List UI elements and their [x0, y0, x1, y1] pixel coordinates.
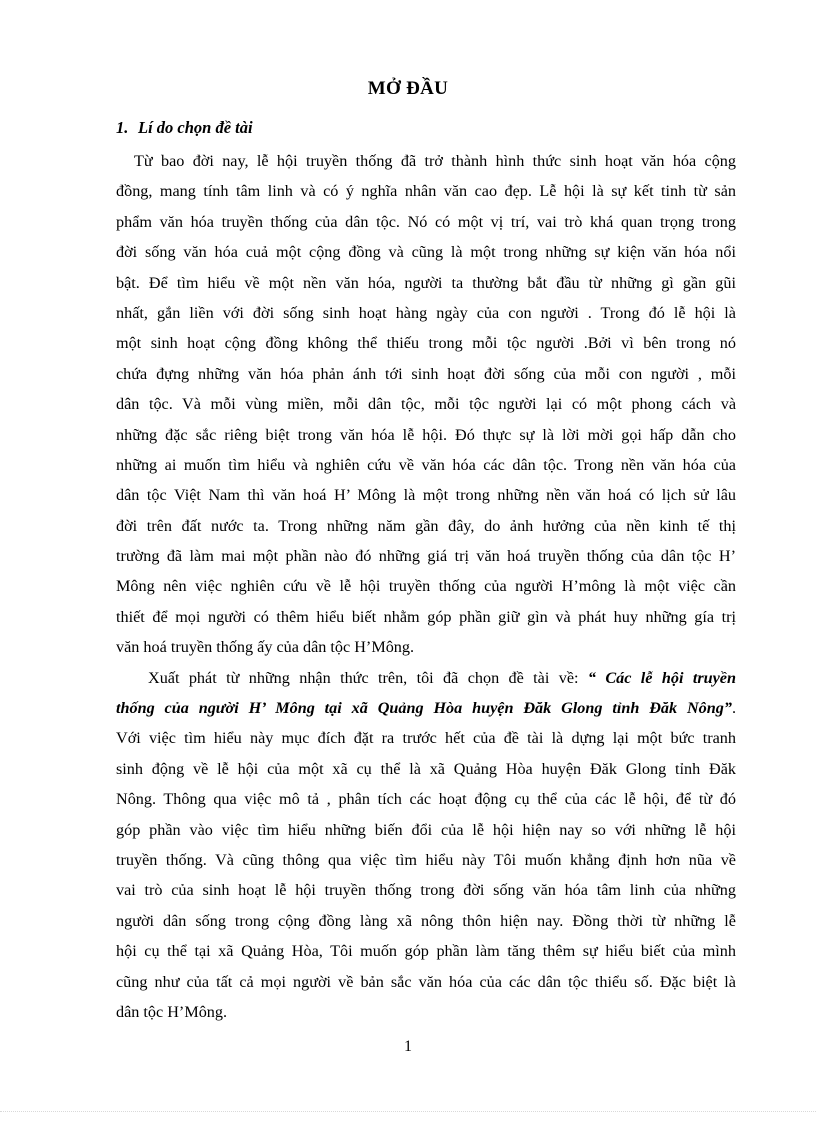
paragraph-1-line: thiết để mọi người có thêm hiểu biết nhằm góp phần giữ gìn và phát huy những gía trị — [116, 607, 736, 626]
paragraph-1-line: những ai muốn tìm hiểu và nghiên cứu về văn hóa các dân tộc. Trong nền văn hóa của — [116, 455, 736, 474]
paragraph-2-line: dân tộc H’Mông. — [116, 1002, 228, 1021]
paragraph-1-line: trường đã làm mai một phần nào đó những giá trị văn hoá truyền thống của dân tộc H’ — [116, 547, 736, 566]
paragraph-1-line: đời sống văn hóa cuả một cộng đồng và cũng là một trong những sự kiện văn hóa nổi — [116, 243, 736, 262]
section-heading — [116, 118, 253, 138]
document-title: MỞ ĐẦU — [367, 78, 449, 99]
paragraph-2-line: cũng như của tất cả mọi người về bản sắc văn hóa của các dân tộc thiểu số. Đặc biệt là — [116, 972, 736, 991]
document-body — [116, 146, 736, 1027]
paragraph-1-line: dân tộc. Và mỗi vùng miền, mỗi dân tộc, mỗi tộc người lại có một phong cách và — [116, 395, 736, 414]
paragraph-2-line: truyền thống. Và cũng thông qua việc tìm hiểu này Tôi muốn khẳng định hơn nũa về — [116, 850, 736, 869]
paragraph-1-line: dân tộc Việt Nam thì văn hoá H’ Mông là một trong những nền văn hoá có lịch sử lâu — [116, 486, 736, 505]
paragraph-1-line: phẩm văn hóa truyền thống của dân tộc. Nó có một vị trí, vai trò khá quan trọng trong — [116, 212, 736, 231]
paragraph-2-line: Nông. Thông qua việc mô tả , phân tích các hoạt động cụ thể của các lễ hội, để từ đó — [116, 790, 736, 809]
thesis-topic-part-1: “ Các lễ hội truyền — [587, 668, 736, 687]
paragraph-1-line: đồng, mang tính tâm linh và có ý nghĩa nhân văn cao đẹp. Lễ hội là sự kết tinh từ sản — [116, 182, 736, 201]
paragraph-2-line: sinh động về lễ hội của một xã cụ thể là xã Quảng Hòa huyện Đăk Glong tỉnh Đăk — [116, 759, 736, 778]
paragraph-1-line: Từ bao đời nay, lễ hội truyền thống đã trở thành hình thức sinh hoạt văn hóa cộng — [134, 152, 736, 170]
paragraph-2-line — [116, 693, 736, 723]
paragraph-2-line — [116, 663, 736, 693]
page-number: 1 — [404, 1038, 412, 1055]
paragraph-2-line: vai trò của sinh hoạt lễ hội truyền thống trong đời sống văn hóa tâm linh của những — [116, 881, 736, 900]
paragraph-1-line: văn hoá truyền thống ấy của dân tộc H’Mông. — [116, 638, 415, 657]
paragraph-2-line: Với việc tìm hiểu này mục đích đặt ra trước hết của đề tài là dựng lại một bức tranh — [116, 729, 736, 748]
paragraph-2-intro: Xuất phát từ những nhận thức trên, tôi đã chọn đề tài về: — [148, 668, 588, 687]
thesis-topic-part-2: thống của người H’ Mông tại xã Quảng Hòa huyện Đăk Glong tỉnh Đăk Nông” — [116, 699, 732, 718]
paragraph-1-line: những đặc sắc riêng biệt trong văn hóa lễ hội. Đó thực sự là lời mời gọi hấp dẫn cho — [116, 425, 736, 444]
paragraph-1-line: nhất, gắn liền với đời sống sinh hoạt hàng ngày của con người . Trong đó lễ hội là — [116, 303, 736, 322]
paragraph-1-line: bật. Để tìm hiểu về một nền văn hóa, người ta thường bắt đầu từ những gì gần gũi — [116, 273, 736, 292]
paragraph-2-line: góp phần vào việc tìm hiểu những biến đổi của lễ hội hiện nay so với những lễ hội — [116, 820, 736, 839]
paragraph-1-line: đời trên đất nước ta. Trong những năm gần đây, do ảnh hưởng của nền kinh tế thị — [116, 516, 736, 535]
paragraph-1-line: Mông nên việc nghiên cứu về lễ hội truyền thống của người H’mông là một việc cần — [116, 577, 736, 596]
paragraph-1-line: một sinh hoạt cộng đồng không thể thiếu trong mỗi tộc người .Bởi vì bên trong nó — [116, 334, 736, 353]
paragraph-2-line: người dân sống trong cộng đồng làng xã nông thôn hiện nay. Đồng thời từ những lễ — [116, 911, 736, 930]
page-bottom-divider — [0, 1111, 816, 1112]
paragraph-1-line: chứa đựng những văn hóa phản ánh tới sinh hoạt đời sống của mỗi con người , mỗi — [116, 364, 736, 383]
section-number: 1. — [116, 118, 129, 137]
topic-period: . — [731, 699, 736, 718]
section-title: Lí do chọn đề tài — [138, 118, 253, 137]
paragraph-2-line: hội cụ thể tại xã Quảng Hòa, Tôi muốn góp phần làm tăng thêm sự hiểu biết của mình — [116, 942, 736, 961]
